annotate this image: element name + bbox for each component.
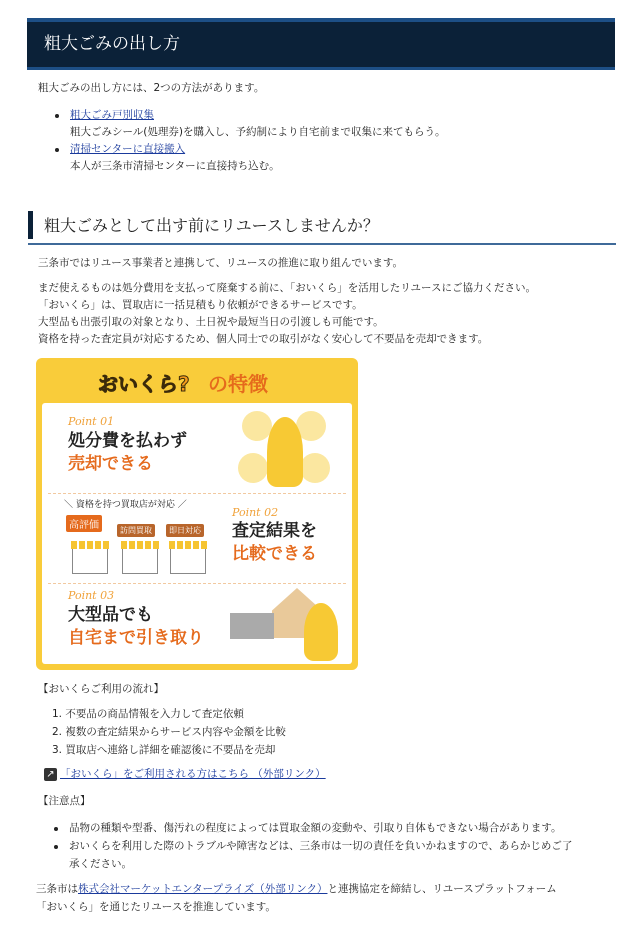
notes-list: 品物の種類や型番、傷汚れの程度によっては買取金額の変動や、引取り自体もできない場合があります。 おいくらを利用した際のトラブルや障害などは、三条市は一切の責任を負いかねますので、あらかじめご了 承ください。	[69, 820, 572, 873]
oikura-logo: おいくら?	[98, 372, 190, 396]
reuse-description: まだ使えるものは処分費用を支払って廃棄する前に、「おいくら」を活用したリユースにご協力ください。 「おいくら」は、買取店に一括見積もり依頼ができるサービスです。 大型品も出張引取の対象となり、土日祝や最短当日の引渡しも可能です。 資格を持った査定員が対応するため、個人同士での取引がなく安心して不要品を売却できます。	[38, 282, 537, 345]
intro-text: 粗大ごみの出し方には、2つの方法があります。	[38, 82, 265, 94]
speaker-icon	[300, 453, 330, 483]
method-desc: 粗大ごみシール(処理券)を購入し、予約制により自宅前まで収集に来てもらう。	[70, 126, 446, 138]
direct-delivery-link[interactable]: 清掃センターに直接搬入	[70, 143, 186, 155]
oikura-features-banner: おいくら? の特徴 Point 01 処分費を払わず 売却できる ＼ 資格を持つ買取店が対応 ／ 高評価 訪問買取 即日対応 Point 02 査定結果を 比較できる Point 03 大型品でも 自宅まで引き取り	[36, 358, 358, 670]
partnership-text: 三条市は株式会社マーケットエンタープライズ（外部リンク）と連携協定を締結し、リユースプラットフォーム 「おいくら」を通じたリユースを推進しています。	[36, 883, 557, 913]
notes-title: 【注意点】	[38, 795, 91, 807]
oikura-external-link[interactable]: 「おいくら」をご利用される方はこちら （外部リンク）	[60, 768, 326, 780]
door-collection-link[interactable]: 粗大ごみ戸別収集	[70, 109, 154, 121]
section-heading: 粗大ごみとして出す前にリユースしませんか？	[28, 207, 616, 245]
market-enterprise-link[interactable]: 株式会社マーケットエンタープライズ（外部リンク）	[78, 883, 328, 895]
methods-list	[70, 107, 445, 175]
woman-illustration	[267, 417, 303, 487]
shop-icon	[72, 548, 108, 574]
chair-icon	[238, 453, 268, 483]
flow-title: 【おいくらご利用の流れ】	[38, 683, 164, 695]
flow-list: 1. 不要品の商品情報を入力して査定依頼 2. 複数の査定結果からサービス内容や金額を比較 3. 買取店へ連絡し詳細を確認後に不要品を売却	[52, 708, 286, 756]
external-link-icon: ↗	[44, 768, 57, 781]
method-desc: 本人が三条市清掃センターに直接持ち込む。	[70, 160, 280, 172]
woman-illustration	[304, 603, 338, 661]
camera-icon	[242, 411, 272, 441]
shop-icon	[170, 548, 206, 574]
reuse-intro: 三条市ではリユース事業者と連携して、リユースの推進に取り組んでいます。	[38, 257, 403, 269]
shop-icon	[122, 548, 158, 574]
truck-illustration	[230, 613, 274, 639]
page-title: 粗大ごみの出し方	[27, 18, 615, 70]
